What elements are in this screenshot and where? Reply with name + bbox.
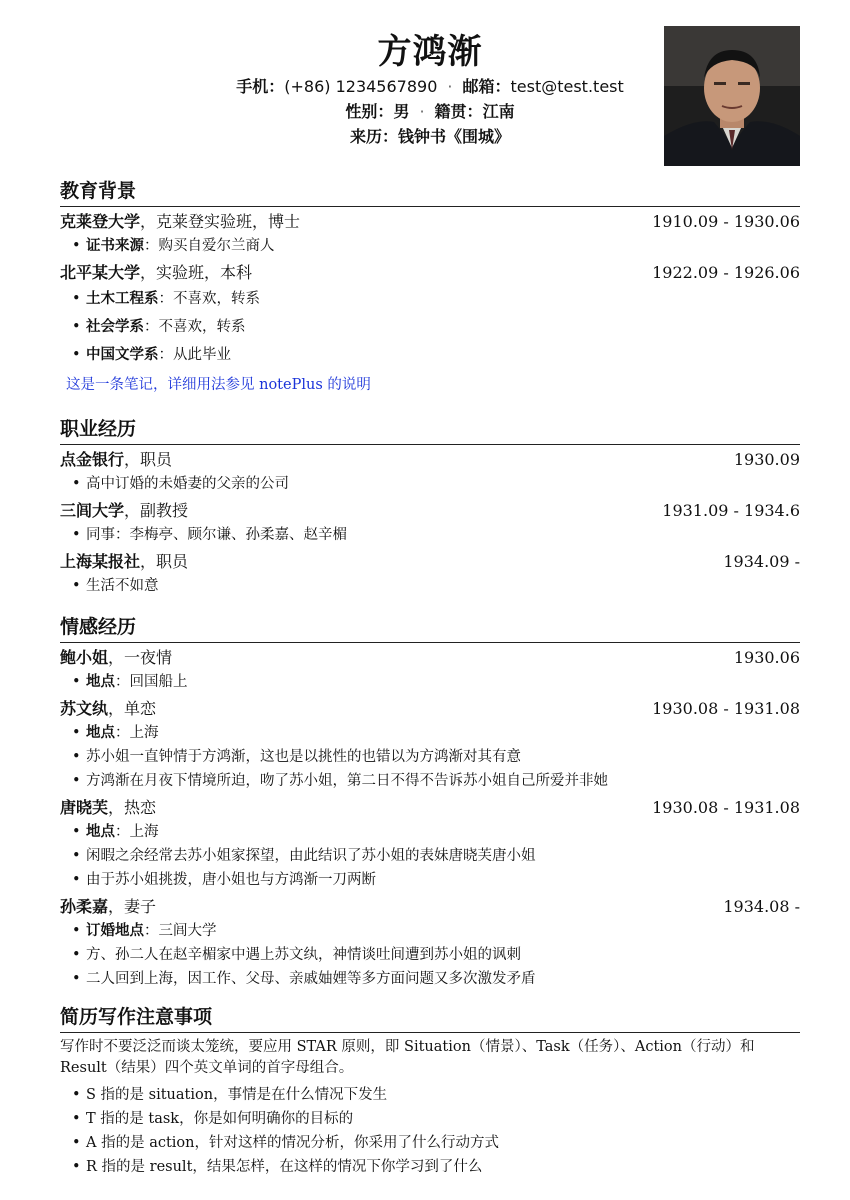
romance-section — [60, 614, 800, 991]
entry-date: 1930.09 — [733, 450, 800, 469]
entry-org: 点金银行 — [60, 450, 125, 469]
item-key: 地点 — [86, 824, 115, 840]
list-item: • 方、孙二人在赵辛楣家中遇上苏文纨，神情谈吐间遭到苏小姐的讽刺 — [72, 943, 800, 967]
list-item: • S 指的是 situation，事情是在什么情况下发生 — [72, 1083, 800, 1107]
entry-role: ，实验班，本科 — [140, 263, 253, 282]
writing-notes-section — [60, 1004, 800, 1179]
item-key: 证书来源 — [86, 238, 144, 254]
career-section — [60, 416, 800, 598]
list-item: • 方鸿渐在月夜下情境所迫，吻了苏小姐，第二日不得不告诉苏小姐自己所爱并非她 — [72, 769, 800, 793]
entry-role: ，单恋 — [108, 699, 157, 718]
item-value: ：上海 — [115, 725, 159, 741]
list-item: • 生活不如意 — [72, 574, 800, 598]
career-entry — [60, 499, 800, 523]
list-item: • 高中订婚的未婚妻的父亲的公司 — [72, 472, 800, 496]
email-value[interactable]: test@test.test — [510, 77, 624, 96]
section-title: 简历写作注意事项 — [60, 1004, 800, 1033]
entry-date: 1934.08 - — [723, 897, 800, 916]
list-item — [72, 721, 800, 745]
entry-org: 唐晓芙 — [60, 798, 109, 817]
entry-org: 上海某报社 — [60, 552, 141, 571]
romance-entry — [60, 796, 800, 820]
item-key: 订婚地点 — [86, 923, 144, 939]
list-item: • R 指的是 result，结果怎样，在这样的情况下你学习到了什么 — [72, 1155, 800, 1179]
person-name: 方鸿渐 — [377, 32, 483, 72]
list-item: • T 指的是 task，你是如何明确你的目标的 — [72, 1107, 800, 1131]
list-item: • A 指的是 action，针对这样的情况分析，你采用了什么行动方式 — [72, 1131, 800, 1155]
entry-org: 苏文纨 — [60, 699, 109, 718]
list-item — [72, 820, 800, 844]
section-title: 职业经历 — [60, 416, 800, 445]
entry-date: 1910.09 - 1930.06 — [652, 212, 800, 231]
resume-header — [60, 22, 800, 172]
list-item: • 二人回到上海，因工作、父母、亲戚妯娌等多方面问题又多次激发矛盾 — [72, 967, 800, 991]
note-text: 这是一条笔记，详细用法参见 notePlus 的说明 — [66, 377, 371, 393]
education-entry — [60, 210, 800, 234]
item-key: 地点 — [86, 674, 115, 690]
entry-role: ，副教授 — [124, 501, 189, 520]
item-value: ：三闾大学 — [144, 923, 217, 939]
item-value: ：不喜欢，转系 — [144, 319, 246, 335]
email-label: 邮箱： — [462, 77, 511, 96]
portrait-photo — [664, 26, 800, 166]
separator: · — [447, 77, 453, 96]
item-key: 中国文学系 — [86, 347, 159, 363]
entry-date: 1934.09 - — [723, 552, 800, 571]
phone-value: (+86) 1234567890 — [284, 77, 438, 96]
gender-label: 性别： — [345, 102, 394, 121]
item-value: ：回国船上 — [115, 674, 188, 690]
item-key: 社会学系 — [86, 319, 144, 335]
list-item: • 同事：李梅亭、顾尔谦、孙柔嘉、赵辛楣 — [72, 523, 800, 547]
entry-role: ，克莱登实验班，博士 — [140, 212, 301, 231]
entry-role: ，一夜情 — [108, 648, 173, 667]
entry-items — [60, 820, 800, 892]
notes-items — [60, 1083, 800, 1179]
source-value: 钱钟书《围城》 — [398, 127, 511, 146]
separator: · — [419, 102, 425, 121]
item-key: 地点 — [86, 725, 115, 741]
entry-role: ，职员 — [124, 450, 173, 469]
entry-items — [60, 285, 800, 369]
item-value: ：从此毕业 — [158, 347, 231, 363]
list-item: • 闲暇之余经常去苏小姐家探望，由此结识了苏小姐的表妹唐晓芙唐小姐 — [72, 844, 800, 868]
item-value: ：购买自爱尔兰商人 — [144, 238, 275, 254]
gender-value: 男 — [393, 102, 410, 121]
list-item: • 苏小姐一直钟情于方鸿渐，这也是以挑性的也错以为方鸿渐对其有意 — [72, 745, 800, 769]
entry-org: 克莱登大学 — [60, 212, 141, 231]
entry-items — [60, 721, 800, 793]
section-title: 教育背景 — [60, 178, 800, 207]
list-item — [72, 234, 800, 258]
entry-date: 1931.09 - 1934.6 — [662, 501, 800, 520]
romance-entry — [60, 697, 800, 721]
entry-org: 鲍小姐 — [60, 648, 109, 667]
education-entry — [60, 261, 800, 285]
origin-value: 江南 — [482, 102, 515, 121]
romance-entry — [60, 895, 800, 919]
entry-role: ，职员 — [140, 552, 189, 571]
phone-label: 手机： — [236, 77, 285, 96]
entry-items — [60, 670, 800, 694]
list-item: • 由于苏小姐挑拨，唐小姐也与方鸿渐一刀两断 — [72, 868, 800, 892]
entry-date: 1922.09 - 1926.06 — [652, 263, 800, 282]
career-entry — [60, 448, 800, 472]
entry-items — [60, 472, 800, 496]
entry-items — [60, 919, 800, 991]
entry-items — [60, 523, 800, 547]
list-item — [72, 285, 800, 313]
list-item — [72, 341, 800, 369]
career-entry — [60, 550, 800, 574]
entry-role: ，妻子 — [108, 897, 157, 916]
list-item — [72, 919, 800, 943]
item-key: 土木工程系 — [86, 291, 159, 307]
romance-entry — [60, 646, 800, 670]
list-item — [72, 670, 800, 694]
item-value: ：不喜欢，转系 — [158, 291, 260, 307]
entry-date: 1930.08 - 1931.08 — [652, 699, 800, 718]
entry-role: ，热恋 — [108, 798, 157, 817]
notes-paragraph: 写作时不要泛泛而谈太笼统，要应用 STAR 原则，即 Situation（情景）、Task（任务）、Action（行动）和 Result（结果）四个英文单词的首字母组合。 — [60, 1039, 755, 1076]
list-item — [72, 313, 800, 341]
entry-items — [60, 234, 800, 258]
item-value: ：上海 — [115, 824, 159, 840]
entry-date: 1930.08 - 1931.08 — [652, 798, 800, 817]
entry-date: 1930.06 — [733, 648, 800, 667]
entry-org: 孙柔嘉 — [60, 897, 109, 916]
source-label: 来历： — [349, 127, 398, 146]
portrait-photo-icon — [664, 26, 800, 166]
entry-org: 北平某大学 — [60, 263, 141, 282]
education-section — [60, 178, 800, 397]
section-title: 情感经历 — [60, 614, 800, 643]
origin-label: 籍贯： — [434, 102, 483, 121]
entry-org: 三闾大学 — [60, 501, 125, 520]
entry-items — [60, 574, 800, 598]
